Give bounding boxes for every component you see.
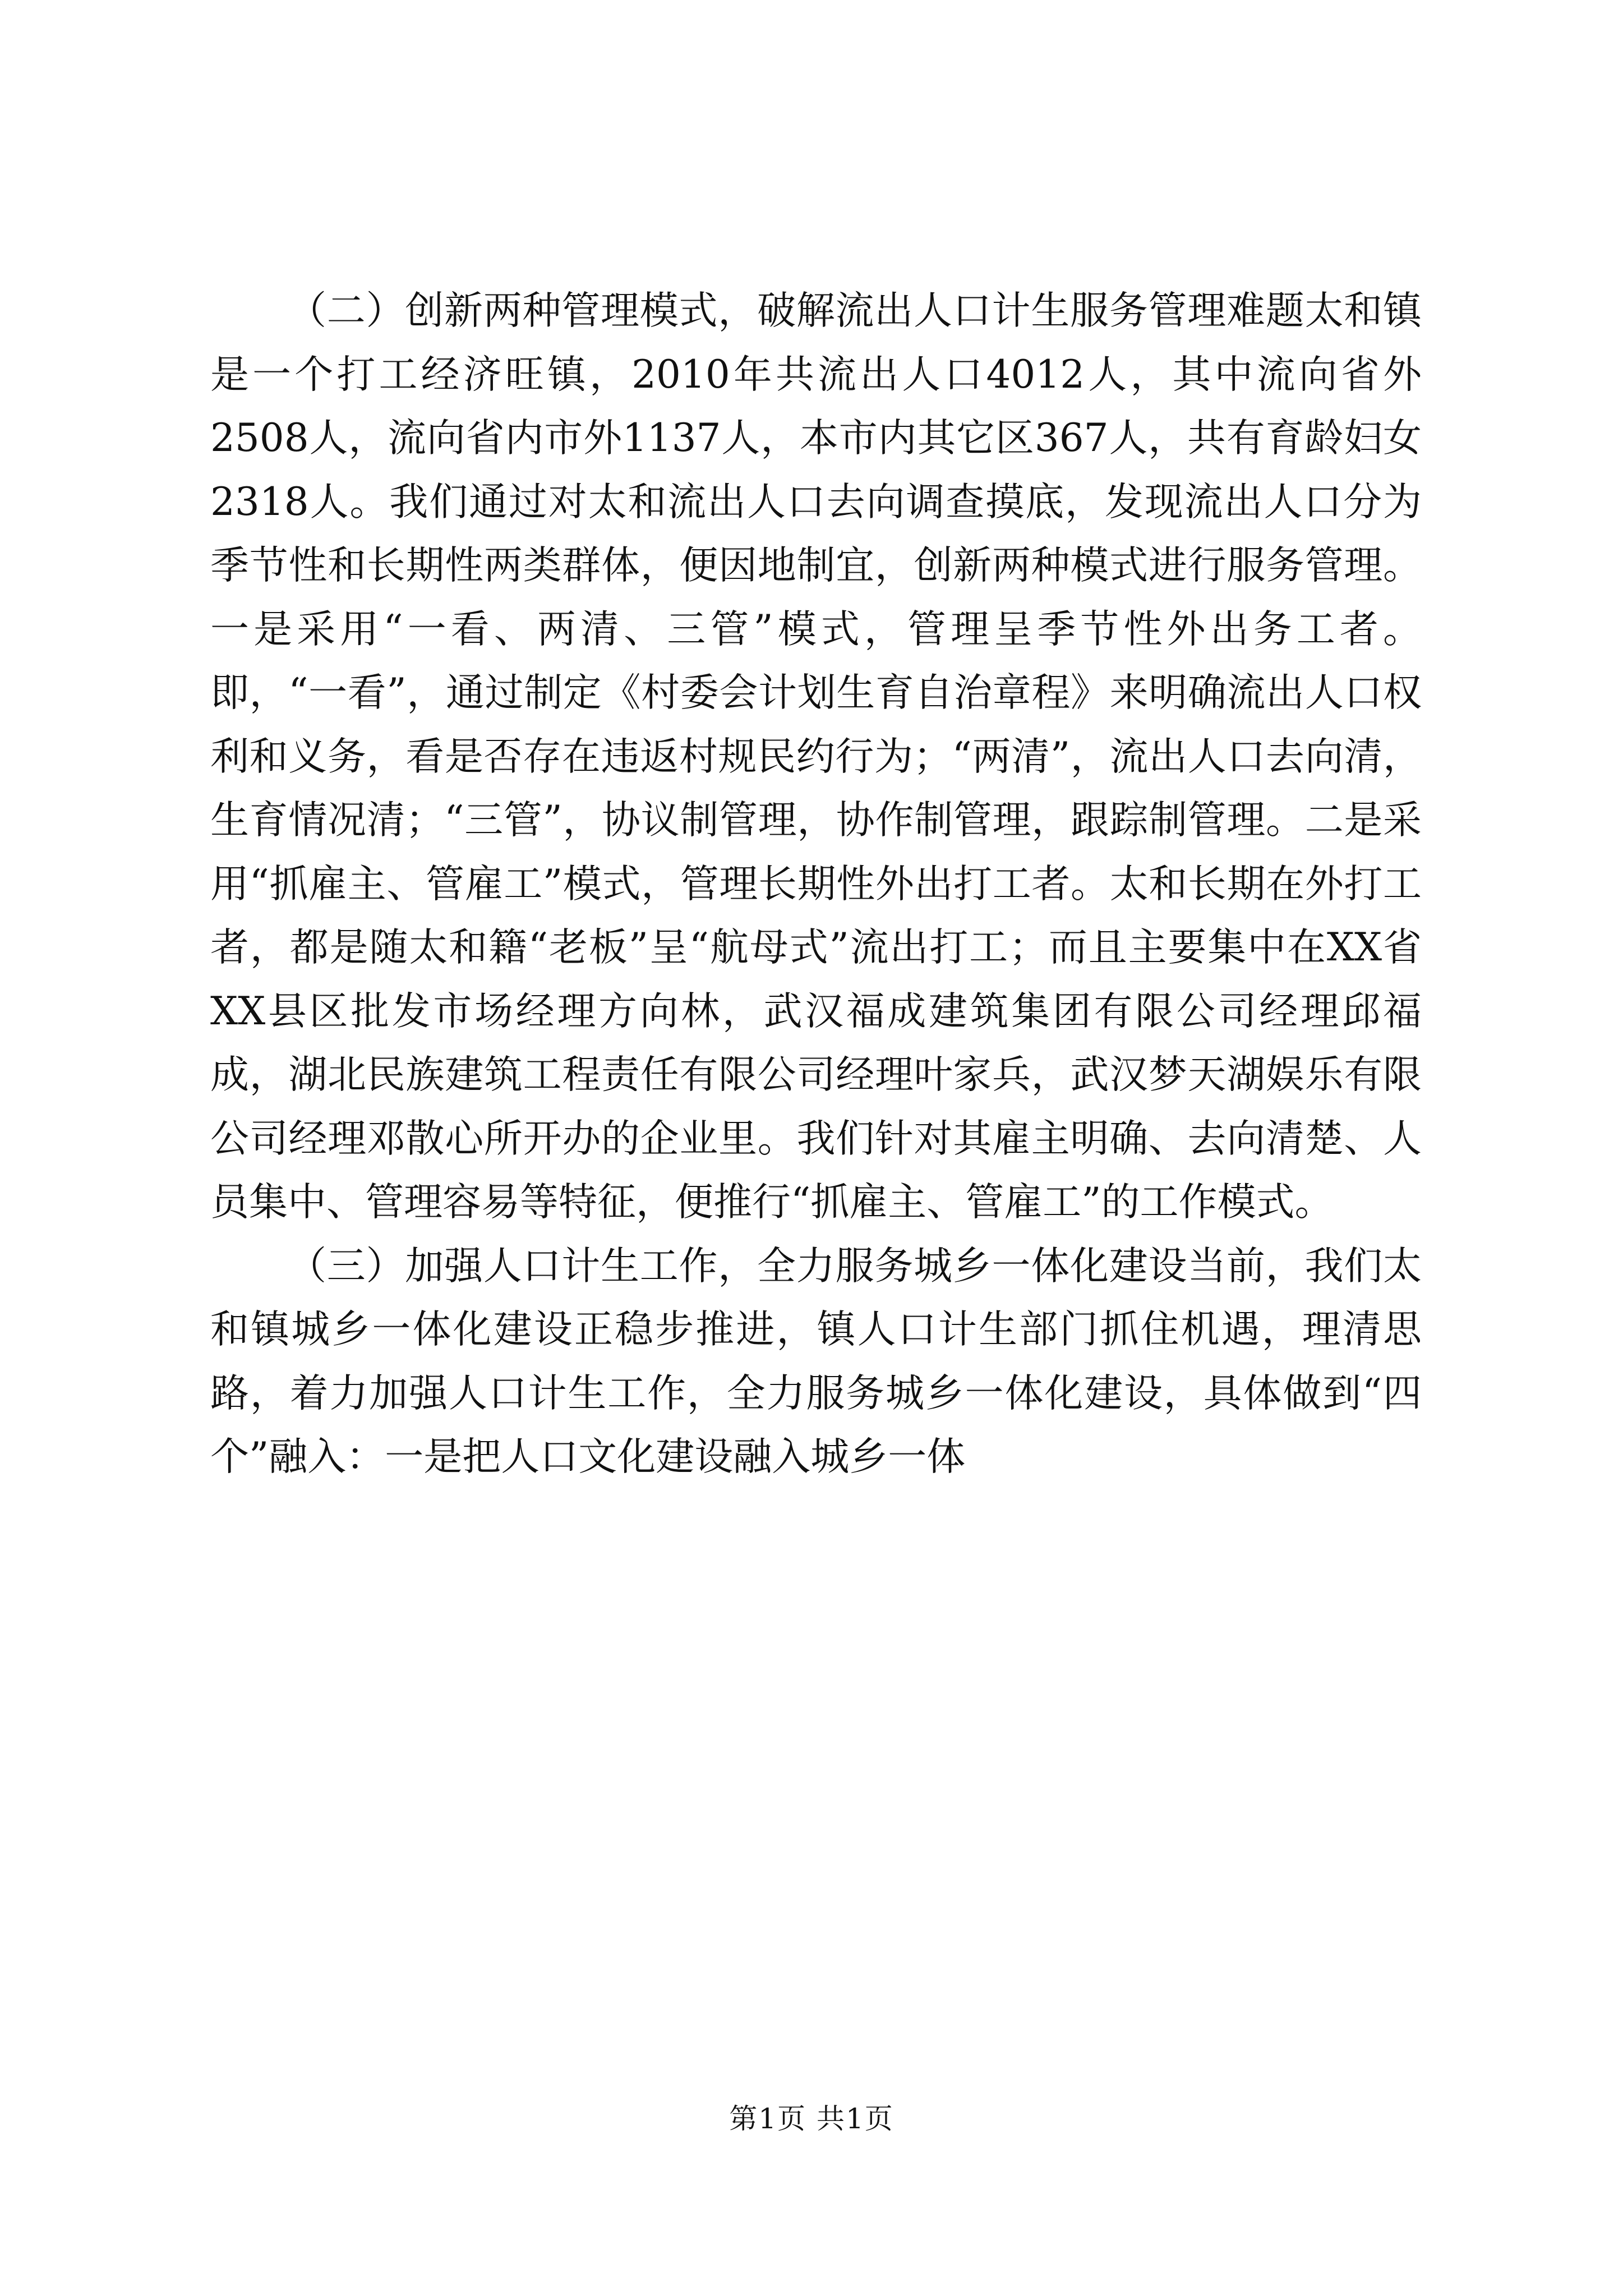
paragraph-section-three: （三）加强人口计生工作，全力服务城乡一体化建设当前，我们太和镇城乡一体化建设正稳步推进，镇人口计生部门抓住机遇，理清思路，着力加强人口计生工作，全力服务城乡一体化建设，具体做到“四个”融入：一是把人口文化建设融入城乡一体 (210, 1243, 1422, 1479)
document-body (210, 279, 1422, 1489)
page-number-footer: 第1页 共1页 (729, 2102, 894, 2135)
paragraph-section-two: （二）创新两种管理模式，破解流出人口计生服务管理难题太和镇是一个打工经济旺镇，2010年共流出人口4012人，其中流向省外2508人，流向省内市外1137人，本市内其它区367人，共有育龄妇女2318人。我们通过对太和流出人口去向调查摸底，发现流出人口分为季节性和长期性两类群体，便因地制宜，创新两种模式进行服务管理。一是采用“一看、两清、三管”模式，管理呈季节性外出务工者。即，“一看”，通过制定《村委会计划生育自治章程》来明确流出人口权利和义务，看是否存在违返村规民约行为；“两清”，流出人口去向清，生育情况清；“三管”，协议制管理，协作制管理，跟踪制管理。二是采用“抓雇主、管雇工”模式，管理长期性外出打工者。太和长期在外打工者，都是随太和籍“老板”呈“航母式”流出打工；而且主要集中在XX省XX县区批发市场经理方向林，武汉福成建筑集团有限公司经理邱福成，湖北民族建筑工程责任有限公司经理叶家兵，武汉梦天湖娱乐有限公司经理邓散心所开办的企业里。我们针对其雇主明确、去向清楚、人员集中、管理容易等特征，便推行“抓雇主、管雇工”的工作模式。 (210, 288, 1422, 1225)
